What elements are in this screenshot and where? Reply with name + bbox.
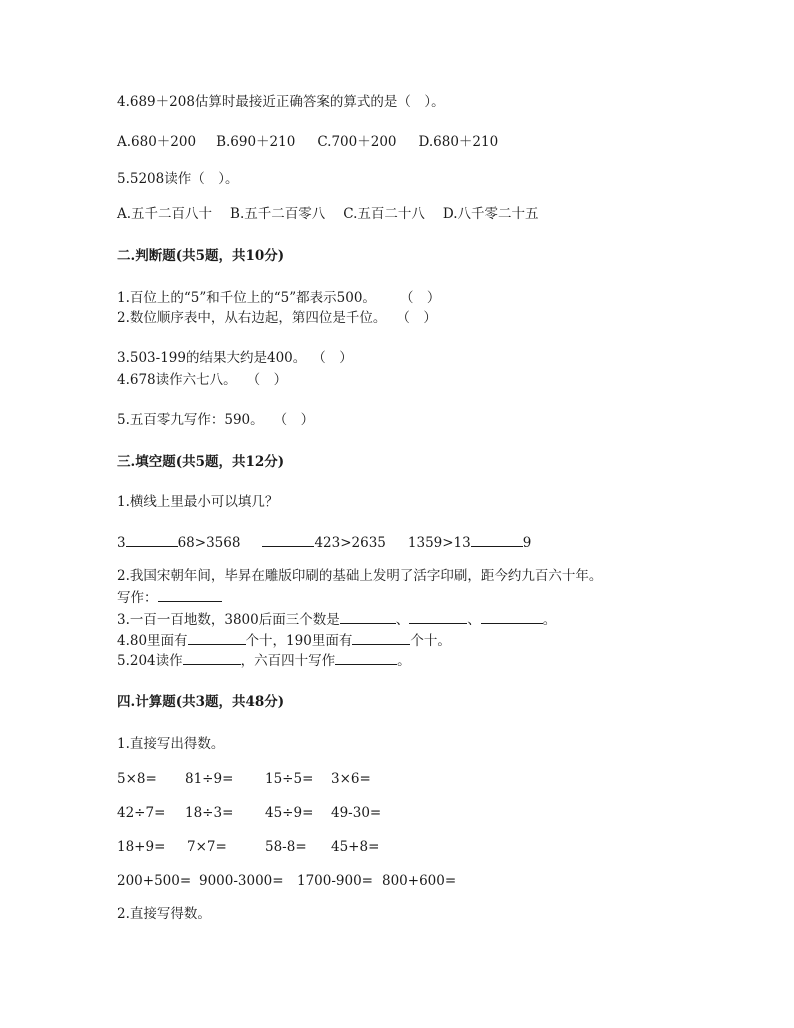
question-4-options — [117, 133, 498, 151]
answer-blank[interactable] — [183, 650, 241, 665]
period: 。 — [542, 612, 557, 628]
option-d: D.八千零二十五 — [442, 206, 539, 222]
item-a-suffix: 68>3568 — [177, 535, 241, 551]
calc-question-2: 2.直接写得数。 — [117, 906, 211, 922]
option-b: B.五千二百零八 — [230, 206, 326, 222]
section-heading-calc: 四.计算题(共3题，共48分) — [117, 694, 285, 710]
calc-item: 15÷5= — [265, 771, 314, 787]
calc-item: 200+500= — [117, 873, 192, 889]
calc-item: 49-30= — [331, 805, 382, 821]
option-c: C.700＋200 — [317, 134, 397, 150]
judge-question-5 — [117, 411, 314, 429]
separator: 、 — [467, 612, 481, 628]
question-5: 5.5208读作（ ）。 — [117, 171, 239, 187]
judge-question-3 — [117, 349, 353, 367]
judge-question-3-text: 3.503-199的结果大约是400。 — [117, 350, 307, 366]
answer-paren: （ ） — [273, 412, 315, 428]
question-4: 4.689＋208估算时最接近正确答案的算式的是（ ）。 — [117, 94, 445, 110]
calc-question-1: 1.直接写出得数。 — [117, 736, 225, 752]
calc-item: 5×8= — [117, 771, 157, 787]
question-5-options — [117, 205, 539, 223]
calc-item: 18+9= — [117, 839, 166, 855]
answer-paren: （ ） — [396, 310, 437, 326]
section-heading-fill: 三.填空题(共5题，共12分) — [117, 454, 285, 470]
answer-blank[interactable] — [262, 532, 314, 547]
fill-question-4 — [117, 630, 451, 650]
option-a: A.680＋200 — [117, 134, 197, 150]
fill-question-1-items — [117, 532, 531, 552]
option-a: A.五千二百八十 — [117, 206, 213, 222]
option-b: B.690＋210 — [216, 134, 296, 150]
separator: 、 — [395, 612, 410, 628]
judge-question-2 — [117, 309, 437, 327]
section-heading-judgement: 二.判断题(共5题，共10分) — [117, 248, 285, 264]
answer-paren: （ ） — [399, 290, 441, 306]
calc-item: 3×6= — [331, 771, 371, 787]
write-label: 写作： — [117, 590, 158, 606]
calc-item: 42÷7= — [117, 805, 166, 821]
fill-question-4-end: 个十。 — [410, 633, 451, 649]
fill-question-3 — [117, 609, 556, 629]
answer-blank[interactable] — [409, 609, 467, 624]
calc-item: 45÷9= — [265, 805, 314, 821]
item-c-prefix: 1359>13 — [407, 535, 471, 551]
answer-blank[interactable] — [188, 630, 246, 645]
fill-question-4-text: 4.80里面有 — [117, 633, 188, 649]
calc-item: 800+600= — [382, 873, 457, 889]
judge-question-2-text: 2.数位顺序表中，从右边起，第四位是千位。 — [117, 310, 387, 326]
answer-blank[interactable] — [340, 609, 396, 624]
calc-row — [117, 872, 456, 890]
answer-blank[interactable] — [335, 650, 397, 665]
answer-paren: （ ） — [246, 372, 288, 388]
item-c-suffix: 9 — [522, 535, 532, 551]
calc-row — [117, 838, 379, 856]
judge-question-1-text: 1.百位上的“5”和千位上的“5”都表示500。 — [117, 290, 376, 306]
judge-question-4 — [117, 371, 287, 389]
fill-question-1: 1.横线上里最小可以填几？ — [117, 494, 279, 510]
calc-item: 81÷9= — [185, 771, 234, 787]
calc-item: 18÷3= — [185, 805, 234, 821]
judge-question-1 — [117, 289, 440, 307]
calc-item: 1700-900= — [297, 873, 373, 889]
answer-blank[interactable] — [158, 587, 222, 602]
answer-blank[interactable] — [126, 532, 178, 547]
fill-question-2: 2.我国宋朝年间，毕昇在雕版印刷的基础上发明了活字印刷，距今约九百六十年。 — [117, 568, 603, 584]
fill-question-5-text: 5.204读作 — [117, 653, 183, 669]
calc-item: 58-8= — [265, 839, 307, 855]
option-c: C.五百二十八 — [343, 206, 425, 222]
fill-question-4-mid: 个十，190里面有 — [245, 633, 353, 649]
judge-question-5-text: 5.五百零九写作：590。 — [117, 412, 264, 428]
item-a-prefix: 3 — [117, 535, 126, 551]
answer-blank[interactable] — [471, 532, 523, 547]
item-b-suffix: 423>2635 — [314, 535, 386, 551]
option-d: D.680＋210 — [418, 134, 499, 150]
answer-blank[interactable] — [352, 630, 410, 645]
calc-item: 9000-3000= — [199, 873, 284, 889]
answer-blank[interactable] — [481, 609, 543, 624]
judge-question-4-text: 4.678读作六七八。 — [117, 372, 237, 388]
calc-row — [117, 804, 381, 822]
calc-item: 45+8= — [331, 839, 380, 855]
calc-row — [117, 770, 371, 788]
answer-paren: （ ） — [312, 350, 353, 366]
calc-item: 7×7= — [187, 839, 227, 855]
fill-question-5 — [117, 650, 411, 670]
fill-question-5-mid: ，六百四十写作 — [240, 653, 336, 669]
fill-question-2-answer — [117, 587, 222, 607]
fill-question-3-text: 3.一百一百地数，3800后面三个数是 — [117, 612, 340, 628]
fill-question-5-end: 。 — [397, 653, 411, 669]
